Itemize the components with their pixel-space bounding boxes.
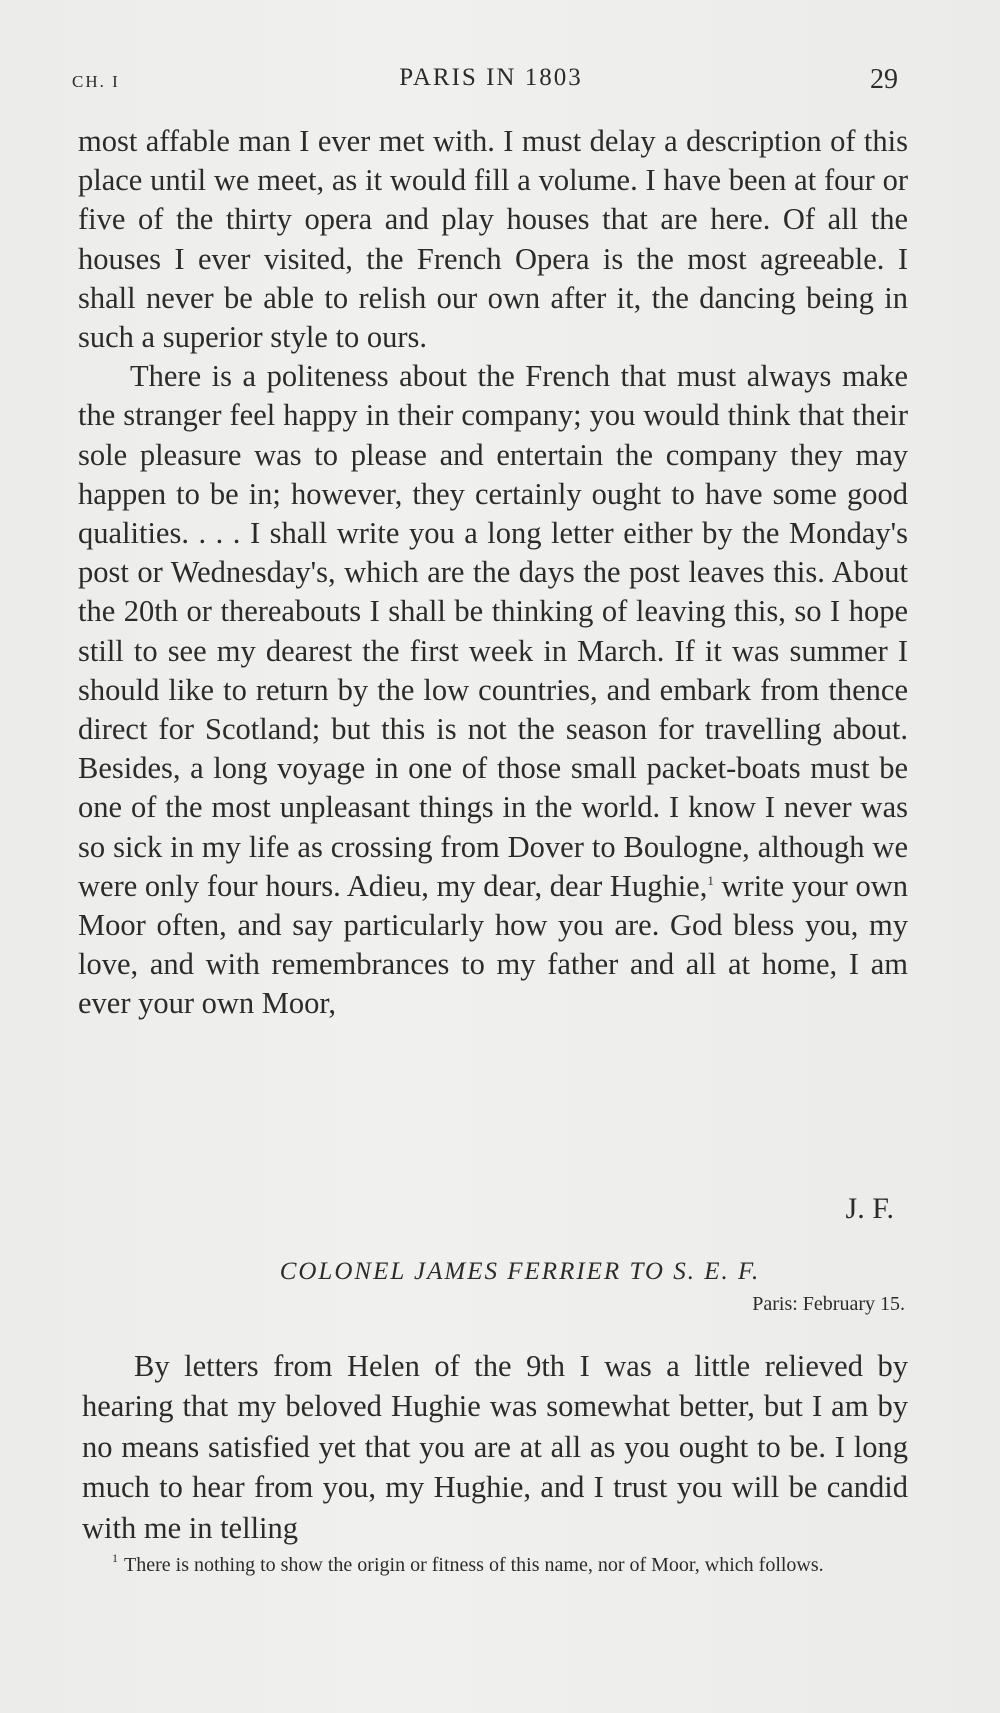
dateline: Paris: February 15. <box>752 1293 905 1315</box>
letter-paragraph-2-continuation: write your own Moor often, and say particularly how you are. God bless you, my love, and with remembrances to my father and all at home, I am ever your own Moor, <box>78 868 908 1021</box>
signature: J. F. <box>845 1192 894 1225</box>
running-head <box>72 62 910 102</box>
footnote-reference: 1 <box>707 872 714 888</box>
second-letter-body <box>82 1346 908 1548</box>
second-letter-paragraph: By letters from Helen of the 9th I was a little relieved by hearing that my beloved Hughie was somewhat better, but I am by no means satisfied yet that you are at all as you ought to be. I long much to hear from you, my Hughie, and I trust you will be candid with me in telling <box>82 1349 908 1545</box>
page-number: 29 <box>870 64 898 95</box>
running-title: PARIS IN 1803 <box>399 64 583 91</box>
footnote-text: There is nothing to show the origin or fitness of this name, nor of Moor, which follows. <box>124 1554 824 1576</box>
letter-paragraph-2-text: There is a politeness about the French that must always make the stranger feel happy in their company; you would think that their sole pleasure was to please and entertain the company they may happen to be in; however, they certainly ought to have some good qualities. . . . I shall write you a long letter either by the Monday's post or Wednesday's, which are the days the post leaves this. About the 20th or thereabouts I shall be thinking of leaving this, so I hope still to see my dearest the first week in March. If it was summer I should like to return by the low countries, and embark from thence direct for Scotland; but this is not the season for travelling about. Besides, a long voyage in one of those small packet-boats must be one of the most unpleasant things in the world. I know I never was so sick in my life as crossing from Dover to Boulogne, although we were only four hours. Adieu, my dear, dear Hughie, <box>78 359 908 903</box>
chapter-label: CH. I <box>72 72 120 91</box>
letter-paragraph-2 <box>78 357 908 1023</box>
letter-body <box>78 122 908 1024</box>
letter-heading: COLONEL JAMES FERRIER TO S. E. F. <box>279 1258 761 1285</box>
footnote <box>88 1546 918 1578</box>
letter-paragraph-1: most affable man I ever met with. I must delay a description of this place until we meet, as it would fill a volume. I have been at four or five of the thirty opera and play houses that are here. Of all the houses I ever visited, the French Opera is the most agreeable. I shall never be able to relish our own after it, the dancing being in such a superior style to ours. <box>78 124 908 355</box>
footnote-marker: 1 <box>112 1551 118 1565</box>
